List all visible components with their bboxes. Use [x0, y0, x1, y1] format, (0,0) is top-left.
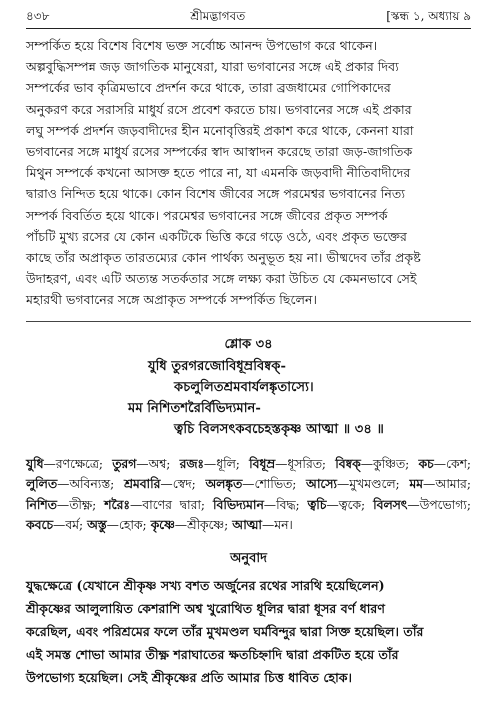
purport-line: সম্পর্কিত হয়ে বিশেষ বিশেষ ভক্ত সর্বোচ্চ আনন্দ উপভোগ করে থাকেন। — [26, 38, 378, 53]
section-divider — [26, 321, 471, 322]
synonym-word: বিধূম্র — [249, 455, 276, 471]
synonym-word: শ্রমবারি — [123, 476, 161, 492]
verse-line: মম নিশিতশরৈর্বিভিদ্যমান- — [128, 400, 261, 416]
synonym-word: নিশিত — [26, 496, 57, 512]
verse-line: ত্বচি বিলসৎকবচেহস্তকৃষ্ণ আত্মা ॥ ৩৪ ॥ — [174, 421, 384, 437]
synonym-word: বিষ্বক্ — [335, 455, 361, 471]
synonym-word: তুরগ — [112, 455, 137, 471]
purport-line: দ্বারাও নিন্দিত হয়ে থাকে। কোন বিশেষ জীবের সঙ্গে পরমেশ্বর ভগবানের নিত্য — [26, 186, 405, 202]
synonym-word: বিভিদ্যমান — [212, 496, 264, 512]
synonym-word: শরৈঃ — [104, 496, 130, 512]
synonym-meaning: বর্ম; — [65, 518, 84, 533]
purport-line: সম্পর্ক বিবর্তিত হয়ে থাকে। পরমেশ্বর ভগবানের সঙ্গে জীবের প্রকৃত সম্পর্ক — [26, 207, 388, 223]
synonym-meaning: ধূলি; — [216, 456, 240, 471]
chapter-reference: [স্কন্ধ ১, অধ্যায় ৯ — [386, 9, 471, 23]
translation-line: করেছিল, এবং পরিশ্রমের ফলে তাঁর মুখমণ্ডল ঘর্মবিন্দুর দ্বারা সিক্ত হয়েছিল। তাঁর — [26, 623, 424, 639]
synonym-meaning: ধূসরিত; — [287, 456, 327, 471]
synonym-meaning: শোভিত; — [254, 477, 297, 492]
page-number: ৪৩৮ — [26, 9, 50, 23]
purport-line: পাঁচটি মুখ্য রসের যে কোন একটিকে ভিত্তি করে গড়ে ওঠে, এবং প্রকৃত ভক্তের — [26, 228, 407, 244]
synonym-word: আত্মা — [232, 517, 262, 533]
page-header — [26, 8, 471, 28]
synonym-meaning: তীক্ষ্ণ; — [69, 497, 97, 512]
synonym-meaning: বিদ্ধ; — [276, 497, 300, 512]
synonym-word: কবচে — [26, 517, 54, 533]
verse-line: যুধি তুরগরজোবিধূম্রবিষ্বক্- — [148, 358, 286, 374]
purport-line: মহারথী ভগবানের সঙ্গে অপ্রাকৃত সম্পর্কে সম্পর্কিত ছিলেন। — [26, 292, 317, 308]
header-rule — [26, 28, 471, 29]
synonym-word: অস্তু — [87, 517, 107, 533]
purport-line: সম্পর্কের ভাব কৃত্রিমভাবে প্রদর্শন করে থাকে, তারা ব্রজধামের গোপিকাদের — [26, 80, 391, 96]
synonym-word: ত্বচি — [307, 496, 327, 512]
purport-line: অল্পবুদ্ধিসম্পন্ন জড় জাগতিক মানুষেরা, যারা ভগবানের সঙ্গে এই প্রকার দিব্য — [26, 59, 399, 75]
synonym-meaning: হোক; — [118, 518, 147, 533]
synonym-word: বিলসৎ — [373, 496, 408, 512]
book-title: শ্রীমদ্ভাগবত — [190, 9, 246, 23]
purport-line: অনুকরণ করে সরাসরি মাধুর্য রসে প্রবেশ করতে চায়। ভগবানের সঙ্গে এই প্রকার — [26, 101, 412, 117]
synonym-meaning: উপভোগ্য; — [419, 497, 471, 512]
purport-paragraph — [26, 35, 471, 311]
purport-line: কাছে তাঁর অপ্রাকৃত তারতম্যের কোন পার্থক্য অনুভূত হয় না। ভীষ্মদেব তাঁর প্রকৃষ্ট — [26, 250, 421, 266]
synonym-meaning: বাণের দ্বারা; — [142, 497, 206, 512]
synonym-meaning: মন। — [274, 518, 293, 533]
synonym-word: কচ — [418, 455, 434, 471]
translation-line: শ্রীকৃষ্ণের আলুলায়িত কেশরাশি অশ্ব খুরোথিত ধূলির দ্বারা ধূসর বর্ণ ধারণ — [26, 600, 385, 616]
translation-paragraph — [26, 574, 471, 689]
synonym-word: অলঙ্কৃত — [205, 476, 243, 492]
synonym-word: মম — [409, 476, 424, 492]
synonym-meaning: ত্বকে; — [338, 497, 366, 512]
synonym-word: লুলিত — [26, 476, 58, 492]
purport-line: মিথুন সম্পর্কে কখনো আসক্ত হতে পারে না, যা এমনকি জড়বাদী নীতিবাদীদের — [26, 165, 411, 181]
synonym-meaning: স্বেদ; — [172, 477, 196, 492]
purport-line: ভগবানের সঙ্গে মাধুর্য রসের সম্পর্কের স্বাদ আস্বাদন করেছে তারা জড়-জাগতিক — [26, 144, 413, 160]
synonym-meaning: অবিন্যস্ত; — [69, 477, 115, 492]
synonym-meaning: রণক্ষেত্রে; — [55, 456, 104, 471]
translation-line: উপভোগ্য হয়েছিল। সেই শ্রীকৃষ্ণের প্রতি আমার চিত্ত ধাবিত হোক। — [26, 669, 353, 685]
purport-line: উদাহরণ, এবং এটি অত্যন্ত সতর্কতার সঙ্গে লক্ষ্য করা উচিত যে কেমনভাবে সেই — [26, 271, 417, 287]
purport-line: লঘু সম্পর্ক প্রদর্শন জড়বাদীদের হীন মনোবৃত্তিরই প্রকাশ করে থাকে, কেননা যারা — [26, 122, 414, 138]
synonym-meaning: কুঞ্চিত; — [373, 456, 410, 471]
synonym-meaning: আমার; — [435, 477, 471, 492]
synonym-word: কৃষ্ণে — [150, 517, 175, 533]
verse-line: কচলুলিতশ্রমবার্যলঙ্কৃতাস্যে। — [174, 379, 314, 395]
synonym-meaning: শ্রীকৃষ্ণে; — [187, 518, 229, 533]
synonym-word: আস্যে — [306, 476, 337, 492]
translation-line: যুদ্ধক্ষেত্রে (যেখানে শ্রীকৃষ্ণ সখ্য বশত অর্জুনের রথের সারথি হয়েছিলেন) — [26, 577, 385, 593]
sloka-title: শ্লোক ৩৪ — [224, 336, 273, 352]
synonym-word: রজঃ — [179, 455, 204, 471]
synonym-meaning: মুখমণ্ডলে; — [349, 477, 400, 492]
word-meanings: যুধি—রণক্ষেত্রে; তুরগ—অশ্ব; রজঃ—ধূলি; বিধূম্র—ধূসরিত; বিষ্বক্—কুঞ্চিত; কচ—কেশ; লুলিত—অবিন্যস্ত; শ্রমবারি—স্বেদ; অলঙ্কৃত—শোভিত; আস্যে—মুখমণ্ডলে; মম—আমার; নিশিত—তীক্ষ্ণ; শরৈঃ—বাণের দ্বারা; বিভিদ্যমান—বিদ্ধ; ত্বচি—ত্বকে; বিলসৎ—উপভোগ্য; কবচে—বর্ম; অস্তু—হোক; কৃষ্ণে—শ্রীকৃষ্ণে; আত্মা—মন। — [26, 455, 471, 533]
translation-line: এই সমস্ত শোভা আমার তীক্ষ্ণ শরাঘাতের ক্ষতচিহ্নাদি দ্বারা প্রকটিত হয়ে তাঁর — [26, 646, 399, 662]
synonym-meaning: অশ্ব; — [148, 456, 171, 471]
translation-title: অনুবাদ — [230, 550, 267, 566]
synonym-word: যুধি — [26, 455, 44, 471]
sloka-verse — [26, 356, 471, 440]
synonym-meaning: কেশ; — [445, 456, 471, 471]
